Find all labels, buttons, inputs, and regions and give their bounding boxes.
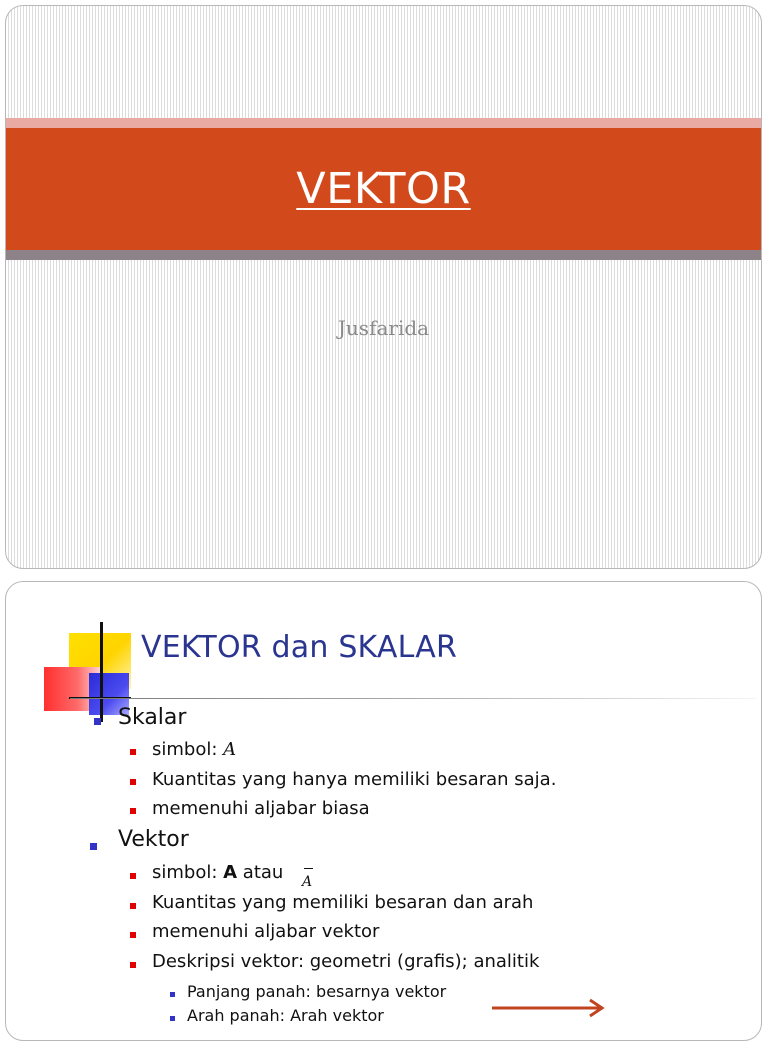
bullet-square-icon xyxy=(170,1016,175,1021)
content-slide xyxy=(5,581,762,1041)
vektor-item: memenuhi aljabar vektor xyxy=(152,921,380,942)
vector-symbol-alt: A xyxy=(302,874,313,890)
author-name: Jusfarida xyxy=(337,316,430,340)
slide-title: VEKTOR xyxy=(296,164,471,214)
bullet-square-icon xyxy=(130,749,136,755)
top-accent-band xyxy=(6,118,761,128)
symbol-bold: A xyxy=(223,862,238,883)
vector-bar-overline xyxy=(304,868,313,869)
bullet-square-icon xyxy=(130,808,136,814)
title-underline-rule xyxy=(70,698,756,699)
symbol-label: simbol: xyxy=(152,739,224,760)
bullet-square-icon xyxy=(94,718,101,725)
decor-vertical-line xyxy=(100,622,103,722)
slide-heading: VEKTOR dan SKALAR xyxy=(141,630,457,665)
vektor-subitem: Panjang panah: besarnya vektor xyxy=(187,982,447,1001)
bottom-accent-band xyxy=(6,250,761,260)
arrow-right-icon xyxy=(490,997,610,1019)
bullet-square-icon xyxy=(130,903,136,909)
bullet-square-icon xyxy=(130,779,136,785)
title-slide xyxy=(5,5,762,569)
symbol-value: A xyxy=(223,739,237,760)
skalar-heading: Skalar xyxy=(118,705,187,730)
skalar-item: Kuantitas yang hanya memiliki besaran saja. xyxy=(152,769,557,790)
vektor-symbol-line xyxy=(152,862,283,883)
vektor-item: Kuantitas yang memiliki besaran dan arah xyxy=(152,892,534,913)
skalar-item: memenuhi aljabar biasa xyxy=(152,798,370,819)
bullet-square-icon xyxy=(170,992,175,997)
symbol-after: atau xyxy=(237,862,284,883)
symbol-label: simbol: xyxy=(152,862,224,883)
bullet-square-icon xyxy=(90,843,97,850)
skalar-symbol-line xyxy=(152,739,236,760)
vektor-subitem: Arah panah: Arah vektor xyxy=(187,1006,384,1025)
vektor-heading: Vektor xyxy=(118,827,189,852)
bullet-square-icon xyxy=(130,962,136,968)
bullet-square-icon xyxy=(130,932,136,938)
bullet-square-icon xyxy=(130,873,136,879)
vektor-item: Deskripsi vektor: geometri (grafis); analitik xyxy=(152,951,540,972)
